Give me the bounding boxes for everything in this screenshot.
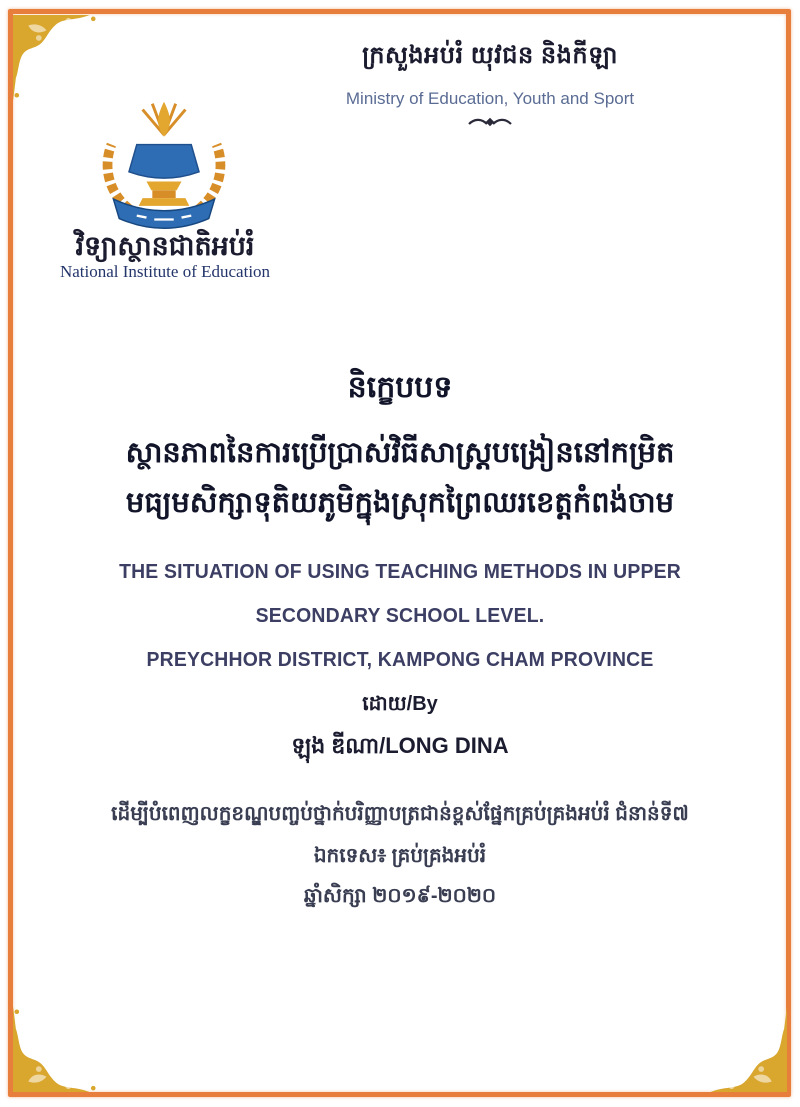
thesis-title-english (36, 550, 764, 682)
requirement-statement-khmer: ដើម្បីបំពេញលក្ខខណ្ឌបញ្ចប់ថ្នាក់បរិញ្ញាបត្រជាន់ខ្ពស់ផ្នែកគ្រប់គ្រងអប់រំ ជំនាន់ទី៧ (111, 803, 689, 825)
degree-requirement-section (20, 800, 780, 912)
ornament-divider-icon (467, 115, 513, 129)
thesis-title-english-line3: PREYCHHOR DISTRICT, KAMPONG CHAM PROVINCE (146, 649, 654, 671)
academic-year-khmer: ឆ្នាំសិក្សា ២០១៩-២០២០ (303, 885, 497, 907)
by-label: ដោយ/By (362, 693, 438, 715)
emblem-lamp-stem (152, 190, 175, 198)
thesis-title-english-line2: SECONDARY SCHOOL LEVEL. (255, 605, 545, 627)
thesis-title-khmer-line1: ស្ថានភាពនៃការប្រើប្រាស់វិធីសាស្រ្តបង្រៀននៅកម្រិត (125, 437, 675, 469)
gold-corner-ornament-top-left-icon (13, 15, 99, 101)
ministry-header (260, 40, 720, 129)
ministry-name-english: Ministry of Education, Youth and Sport (345, 89, 635, 108)
institute-name-khmer: វិទ្យាស្ថានជាតិអប់រំ (75, 231, 255, 261)
emblem-lamp-base (139, 198, 190, 206)
ministry-name-khmer: ក្រសួងអប់រំ យុវជន និងកីឡា (362, 42, 618, 69)
institute-name-english: National Institute of Education (59, 262, 271, 281)
gold-corner-ornament-bottom-right-icon (701, 1006, 787, 1092)
thesis-label-khmer: និក្ខេបបទ (347, 371, 453, 404)
title-block (25, 368, 775, 682)
emblem-lamp-top (146, 182, 181, 191)
author-name: ឡុង ឌីណា/LONG DINA (291, 733, 509, 758)
thesis-title-english-line1: THE SITUATION OF USING TEACHING METHODS IN UPPER (119, 561, 681, 583)
thesis-title-khmer (25, 428, 775, 528)
specialization-khmer: ឯកទេស៖ គ្រប់គ្រងអប់រំ (313, 845, 487, 867)
thesis-title-khmer-line2: មធ្យមសិក្សាទុតិយភូមិក្នុងស្រុកព្រៃឈរខេត្តកំពង់ចាម (125, 487, 675, 519)
author-section (100, 690, 700, 764)
national-institute-emblem-logo (86, 92, 242, 238)
emblem-mortarboard (129, 145, 199, 179)
gold-corner-ornament-bottom-left-icon (13, 1006, 99, 1092)
